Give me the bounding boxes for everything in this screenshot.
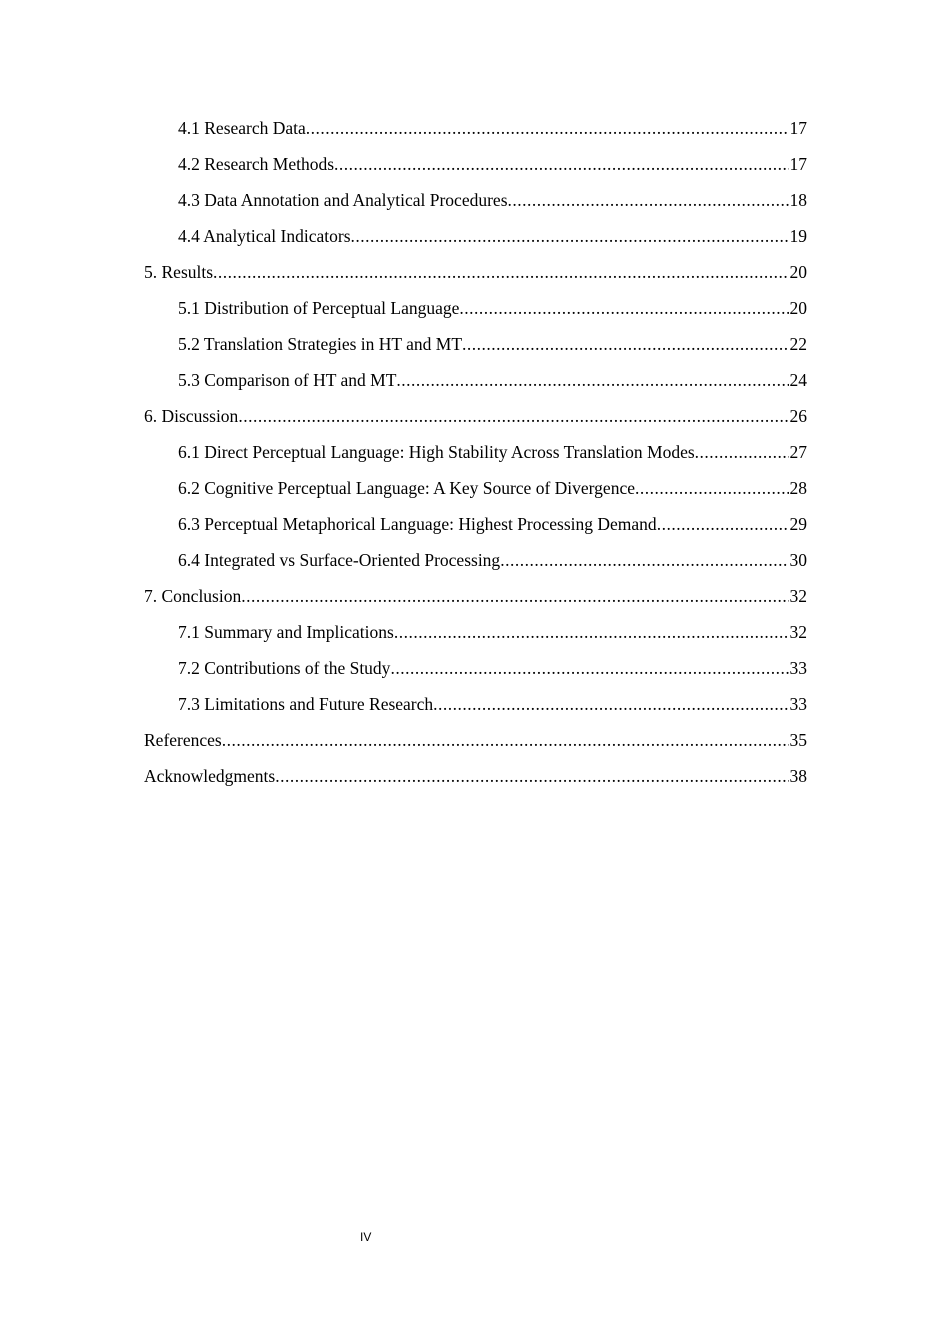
- toc-leader-dots: [275, 758, 788, 794]
- toc-entry-page: 22: [789, 334, 807, 354]
- toc-leader-dots: [459, 290, 788, 326]
- toc-entry-page: 32: [789, 622, 807, 642]
- toc-entry-label: 5. Results: [144, 262, 214, 282]
- toc-leader-dots: [508, 182, 789, 218]
- toc-entry-label: 5.2 Translation Strategies in HT and MT: [178, 334, 463, 354]
- toc-entry-page: 35: [789, 730, 807, 750]
- toc-entry-page: 20: [789, 298, 807, 318]
- toc-leader-dots: [390, 650, 788, 686]
- toc-entry-label: 7.3 Limitations and Future Research: [178, 694, 434, 714]
- toc-leader-dots: [433, 686, 788, 722]
- toc-leader-dots: [394, 614, 789, 650]
- toc-entry-page: 28: [789, 478, 807, 498]
- toc-entry[interactable]: [144, 470, 807, 506]
- toc-entry-label: Acknowledgments: [144, 766, 276, 786]
- toc-leader-dots: [695, 434, 789, 470]
- toc-entry[interactable]: [144, 362, 807, 398]
- toc-entry[interactable]: [144, 614, 807, 650]
- toc-entry[interactable]: [144, 722, 807, 758]
- toc-entry[interactable]: [144, 398, 807, 434]
- toc-entry-label: 6.4 Integrated vs Surface-Oriented Processing: [178, 550, 501, 570]
- toc-leader-dots: [213, 254, 788, 290]
- toc-entry[interactable]: [144, 578, 807, 614]
- toc-entry[interactable]: [144, 290, 807, 326]
- toc-entry[interactable]: [144, 182, 807, 218]
- toc-entry-label: 6.2 Cognitive Perceptual Language: A Key Source of Divergence: [178, 478, 635, 498]
- toc-entry-label: 5.3 Comparison of HT and MT: [178, 370, 397, 390]
- toc-entry[interactable]: [144, 434, 807, 470]
- toc-entry-page: 32: [789, 586, 807, 606]
- toc-leader-dots: [238, 398, 788, 434]
- toc-entry-page: 33: [789, 658, 807, 678]
- page-number: IV: [360, 1230, 372, 1244]
- toc-entry-page: 24: [789, 370, 807, 390]
- toc-entry[interactable]: [144, 686, 807, 722]
- toc-entry-label: 7.1 Summary and Implications: [178, 622, 394, 642]
- toc-leader-dots: [306, 110, 789, 146]
- toc-entry-label: 6.1 Direct Perceptual Language: High Stability Across Translation Modes: [178, 442, 695, 462]
- toc-entry[interactable]: [144, 110, 807, 146]
- toc-entry-label: 6. Discussion: [144, 406, 239, 426]
- toc-entry-page: 26: [789, 406, 807, 426]
- toc-entry-label: 4.1 Research Data: [178, 118, 306, 138]
- toc-entry[interactable]: [144, 650, 807, 686]
- toc-entry-page: 33: [789, 694, 807, 714]
- toc-entry-label: References: [144, 730, 222, 750]
- toc-leader-dots: [462, 326, 788, 362]
- toc-entry-label: 6.3 Perceptual Metaphorical Language: Highest Processing Demand: [178, 514, 657, 534]
- toc-entry-page: 29: [789, 514, 807, 534]
- toc-entry-page: 38: [789, 766, 807, 786]
- toc-entry[interactable]: [144, 254, 807, 290]
- toc-entry[interactable]: [144, 218, 807, 254]
- toc-entry-label: 5.1 Distribution of Perceptual Language: [178, 298, 460, 318]
- toc-entry-label: 4.4 Analytical Indicators: [178, 226, 351, 246]
- toc-entry[interactable]: [144, 326, 807, 362]
- toc-leader-dots: [351, 218, 789, 254]
- toc-entry-page: 20: [789, 262, 807, 282]
- toc-entry[interactable]: [144, 758, 807, 794]
- toc-leader-dots: [500, 542, 788, 578]
- toc-leader-dots: [241, 578, 788, 614]
- toc-leader-dots: [334, 146, 788, 182]
- toc-entry-page: 17: [789, 118, 807, 138]
- toc-entry-label: 4.2 Research Methods: [178, 154, 335, 174]
- toc-entry-label: 7. Conclusion: [144, 586, 242, 606]
- toc-leader-dots: [396, 362, 788, 398]
- toc-leader-dots: [635, 470, 789, 506]
- table-of-contents: [144, 110, 807, 794]
- toc-entry-page: 27: [789, 442, 807, 462]
- toc-entry-label: 7.2 Contributions of the Study: [178, 658, 391, 678]
- toc-leader-dots: [657, 506, 789, 542]
- toc-entry[interactable]: [144, 146, 807, 182]
- toc-leader-dots: [222, 722, 789, 758]
- toc-entry-page: 18: [789, 190, 807, 210]
- toc-entry-page: 17: [789, 154, 807, 174]
- toc-entry-label: 4.3 Data Annotation and Analytical Procedures: [178, 190, 508, 210]
- toc-entry[interactable]: [144, 506, 807, 542]
- toc-entry-page: 19: [789, 226, 807, 246]
- toc-entry[interactable]: [144, 542, 807, 578]
- toc-entry-page: 30: [789, 550, 807, 570]
